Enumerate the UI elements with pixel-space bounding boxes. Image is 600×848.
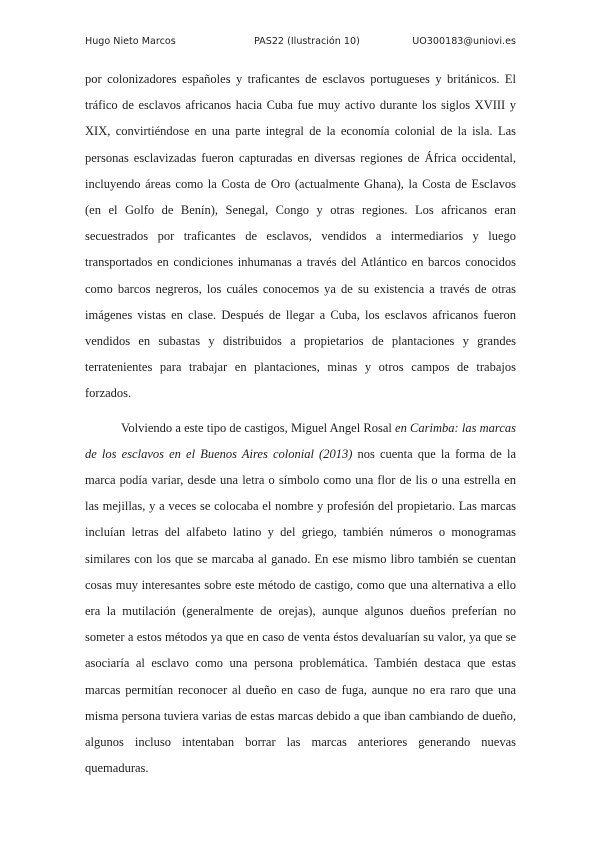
header-assignment: PAS22 (Ilustración 10) — [254, 36, 360, 47]
paragraph-2-rest: nos cuenta que la forma de la marca podía variar, desde una letra o símbolo como una flor de lis o una estrella en las mejillas, y a veces se colocaba el nombre y profesión del propietario. Las marcas incluían letras del alfabeto latino y del griego, también números o monogramas similares con los que se marcaba al ganado. En ese mismo libro también se cuentan cosas muy interesantes sobre este método de castigo, como que una alternativa a ello era la mutilación (generalmente de orejas), aunque algunos dueños preferían no someter a estos métodos ya que en caso de venta éstos devaluarían su valor, ya que se asociaría al esclavo como una persona problemática. También destaca que estas marcas permitían reconocer al dueño en caso de fuga, aunque no era raro que una misma persona tuviera varias de estas marcas debido a que iban cambiando de dueño, algunos incluso intentaban borrar las marcas anteriores generando nuevas quemaduras. — [85, 446, 516, 776]
page-header — [85, 36, 516, 50]
header-author: Hugo Nieto Marcos — [85, 36, 176, 47]
paragraph-2-intro: Volviendo a este tipo de castigos, Miguel Angel Rosal — [121, 420, 396, 435]
paragraph-2 — [85, 415, 516, 782]
header-email: UO300183@uniovi.es — [412, 36, 516, 47]
body-text — [85, 66, 516, 781]
book-citation: en Carimba: las marcas de los esclavos en el Buenos Aires colonial (2013) — [85, 420, 516, 461]
paragraph-1: por colonizadores españoles y traficantes de esclavos portugueses y británicos. El tráfico de esclavos africanos hacia Cuba fue muy activo durante los siglos XVIII y XIX, convirtiéndose en una parte integral de la economía colonial de la isla. Las personas esclavizadas fueron capturadas en diversas regiones de África occidental, incluyendo áreas como la Costa de Oro (actualmente Ghana), la Costa de Esclavos (en el Golfo de Benín), Senegal, Congo y otras regiones. Los africanos eran secuestrados por traficantes de esclavos, vendidos a intermediarios y luego transportados en condiciones inhumanas a través del Atlántico en barcos conocidos como barcos negreros, los cuáles conocemos ya de su existencia a través de otras imágenes vistas en clase. Después de llegar a Cuba, los esclavos africanos fueron vendidos en subastas y distribuidos a propietarios de plantaciones y grandes terratenientes para trabajar en plantaciones, minas y otros campos de trabajos forzados. — [85, 72, 516, 401]
